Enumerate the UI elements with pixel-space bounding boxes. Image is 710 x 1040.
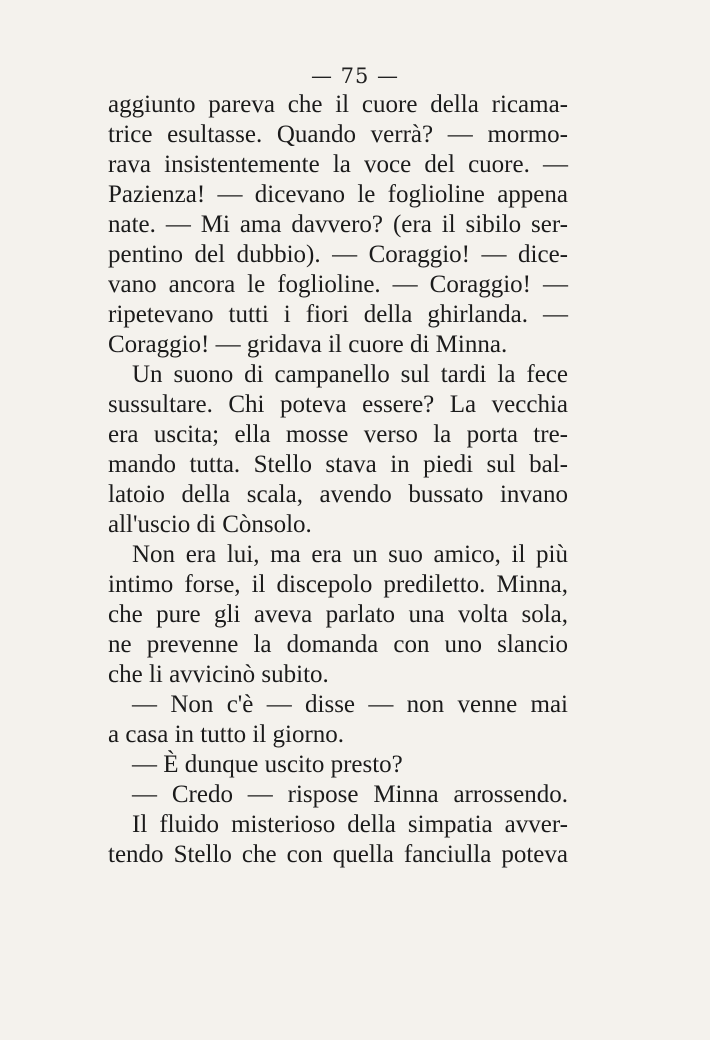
text-line: Pazienza! — dicevano le foglioline appena	[108, 181, 568, 208]
text-line: all'uscio di Cònsolo.	[108, 511, 312, 538]
text-line: latoio della scala, avendo bussato invano	[108, 481, 568, 508]
page-number: — 75 —	[310, 64, 400, 88]
text-line: mando tutta. Stello stava in piedi sul bal-	[108, 451, 568, 478]
text-line: aggiunto pareva che il cuore della ricama-	[108, 91, 568, 118]
text-line: nate. — Mi ama davvero? (era il sibilo ser-	[108, 211, 568, 238]
text-line: a casa in tutto il giorno.	[108, 721, 345, 748]
text-line: Non era lui, ma era un suo amico, il più	[132, 541, 568, 568]
text-line: vano ancora le foglioline. — Coraggio! —	[108, 271, 568, 298]
body-text	[108, 90, 568, 870]
text-line: tendo Stello che con quella fanciulla poteva	[108, 841, 568, 868]
text-line: Coraggio! — gridava il cuore di Minna.	[108, 331, 508, 358]
text-line: era uscita; ella mosse verso la porta tre-	[108, 421, 568, 448]
text-line: Il fluido misterioso della simpatia avver-	[132, 811, 568, 838]
text-line: — È dunque uscito presto?	[132, 751, 403, 778]
text-line: ripetevano tutti i fiori della ghirlanda. —	[108, 301, 568, 328]
text-line: — Credo — rispose Minna arrossendo.	[132, 781, 568, 808]
text-line: che pure gli aveva parlato una volta sola,	[108, 601, 568, 628]
text-line: intimo forse, il discepolo prediletto. Minna,	[108, 571, 568, 598]
text-line: ne prevenne la domanda con uno slancio	[108, 631, 568, 658]
text-line: pentino del dubbio). — Coraggio! — dice-	[108, 241, 568, 268]
text-line: rava insistentemente la voce del cuore. —	[108, 151, 568, 178]
text-line: trice esultasse. Quando verrà? — mormo-	[108, 121, 568, 148]
text-line: che li avvicinò subito.	[108, 661, 329, 688]
text-line: sussultare. Chi poteva essere? La vecchia	[108, 391, 568, 418]
text-line: Un suono di campanello sul tardi la fece	[132, 361, 568, 388]
text-line: — Non c'è — disse — non venne mai	[132, 691, 568, 718]
